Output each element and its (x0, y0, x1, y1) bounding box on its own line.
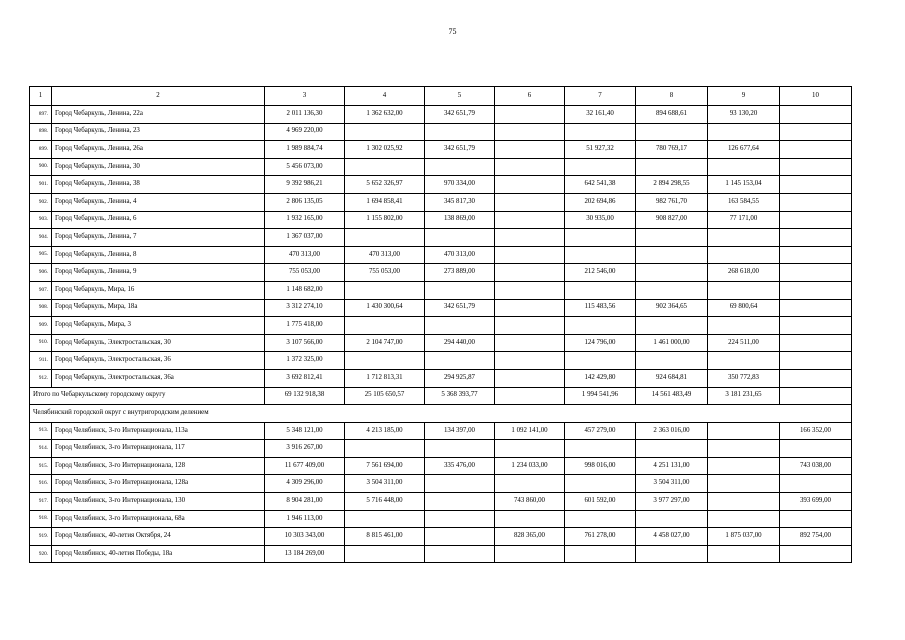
amount-cell (708, 281, 780, 299)
amount-cell (780, 545, 852, 563)
amount-cell: 1 932 165,00 (265, 211, 345, 229)
amount-cell (345, 158, 425, 176)
column-header: 7 (565, 87, 636, 106)
amount-cell (495, 176, 565, 194)
amount-cell: 4 458 027,00 (636, 528, 708, 546)
amount-cell: 1 302 025,92 (345, 141, 425, 159)
row-number: 912. (30, 369, 52, 387)
amount-cell: 1 694 858,41 (345, 193, 425, 211)
row-number: 900. (30, 158, 52, 176)
amount-cell: 5 456 073,00 (265, 158, 345, 176)
amount-cell (425, 281, 495, 299)
amount-cell (780, 440, 852, 458)
amount-cell (495, 369, 565, 387)
amount-cell: 1 989 884,74 (265, 141, 345, 159)
address-cell: Город Чебаркуль, Электростальская, 30 (52, 334, 265, 352)
amount-cell (636, 123, 708, 141)
amount-cell: 268 618,00 (708, 264, 780, 282)
amount-cell: 4 251 131,00 (636, 457, 708, 475)
amount-cell: 10 303 343,00 (265, 528, 345, 546)
total-cell: 69 132 918,38 (265, 387, 345, 405)
table-body (30, 87, 852, 563)
amount-cell (780, 211, 852, 229)
amount-cell: 3 504 311,00 (345, 475, 425, 493)
amount-cell: 342 651,79 (425, 106, 495, 124)
amount-cell: 13 184 269,00 (265, 545, 345, 563)
amount-cell: 1 712 813,31 (345, 369, 425, 387)
amount-cell: 134 397,00 (425, 422, 495, 440)
amount-cell (495, 352, 565, 370)
address-cell: Город Чебаркуль, Электростальская, 36а (52, 369, 265, 387)
table-row (30, 475, 852, 493)
address-cell: Город Чебаркуль, Ленина, 26а (52, 141, 265, 159)
amount-cell (780, 475, 852, 493)
column-header-row (30, 87, 852, 106)
row-number: 909. (30, 317, 52, 335)
column-header: 3 (265, 87, 345, 106)
amount-cell: 4 969 220,00 (265, 123, 345, 141)
amount-cell (708, 440, 780, 458)
amount-cell (636, 264, 708, 282)
amount-cell: 124 796,00 (565, 334, 636, 352)
total-row (30, 387, 852, 405)
amount-cell (495, 106, 565, 124)
amount-cell: 998 016,00 (565, 457, 636, 475)
address-cell: Город Чебаркуль, Ленина, 7 (52, 229, 265, 247)
amount-cell (708, 457, 780, 475)
table-row (30, 334, 852, 352)
table-row (30, 264, 852, 282)
amount-cell (495, 264, 565, 282)
amount-cell (345, 317, 425, 335)
address-cell: Город Чебаркуль, Ленина, 30 (52, 158, 265, 176)
address-cell: Город Чебаркуль, Ленина, 38 (52, 176, 265, 194)
amount-cell (565, 475, 636, 493)
row-number: 907. (30, 281, 52, 299)
amount-cell (780, 299, 852, 317)
amount-cell (495, 545, 565, 563)
total-label: Итого по Чебаркульскому городскому округу (30, 387, 265, 405)
amount-cell: 470 313,00 (265, 246, 345, 264)
amount-cell (708, 545, 780, 563)
table-row (30, 545, 852, 563)
amount-cell: 470 313,00 (425, 246, 495, 264)
amount-cell (495, 334, 565, 352)
address-cell: Город Чебаркуль, Ленина, 9 (52, 264, 265, 282)
column-header: 5 (425, 87, 495, 106)
amount-cell: 3 692 812,41 (265, 369, 345, 387)
address-cell: Город Чебаркуль, Мира, 3 (52, 317, 265, 335)
address-cell: Город Челябинск, 3-го Интернационала, 113а (52, 422, 265, 440)
amount-cell (636, 510, 708, 528)
amount-cell: 8 904 281,00 (265, 493, 345, 511)
amount-cell (425, 317, 495, 335)
amount-cell: 4 213 185,00 (345, 422, 425, 440)
row-number: 898. (30, 123, 52, 141)
table-row (30, 158, 852, 176)
row-number: 897. (30, 106, 52, 124)
address-cell: Город Чебаркуль, Ленина, 8 (52, 246, 265, 264)
row-number: 906. (30, 264, 52, 282)
amount-cell: 11 677 409,00 (265, 457, 345, 475)
amount-cell: 2 104 747,00 (345, 334, 425, 352)
row-number: 903. (30, 211, 52, 229)
amount-cell: 8 815 461,00 (345, 528, 425, 546)
amount-cell (425, 440, 495, 458)
amount-cell: 51 927,32 (565, 141, 636, 159)
table-row (30, 281, 852, 299)
amount-cell (780, 141, 852, 159)
amount-cell: 3 977 297,00 (636, 493, 708, 511)
amount-cell: 828 365,00 (495, 528, 565, 546)
amount-cell (345, 352, 425, 370)
table-row (30, 123, 852, 141)
address-cell: Город Чебаркуль, Мира, 16 (52, 281, 265, 299)
total-cell (780, 387, 852, 405)
row-number: 911. (30, 352, 52, 370)
amount-cell: 3 916 267,00 (265, 440, 345, 458)
amount-cell: 126 677,64 (708, 141, 780, 159)
amount-cell (565, 158, 636, 176)
table-row (30, 106, 852, 124)
amount-cell: 138 869,00 (425, 211, 495, 229)
address-cell: Город Чебаркуль, Ленина, 22а (52, 106, 265, 124)
amount-cell (636, 317, 708, 335)
amount-cell (425, 475, 495, 493)
table-row (30, 457, 852, 475)
amount-cell: 163 584,55 (708, 193, 780, 211)
row-number: 915. (30, 457, 52, 475)
address-cell: Город Челябинск, 40-летия Победы, 18а (52, 545, 265, 563)
amount-cell: 457 279,00 (565, 422, 636, 440)
amount-cell (708, 352, 780, 370)
amount-cell: 894 688,61 (636, 106, 708, 124)
row-number: 914. (30, 440, 52, 458)
table-row (30, 141, 852, 159)
address-cell: Город Челябинск, 3-го Интернационала, 128 (52, 457, 265, 475)
total-cell: 14 561 483,49 (636, 387, 708, 405)
address-cell: Город Челябинск, 3-го Интернационала, 117 (52, 440, 265, 458)
amount-cell (425, 352, 495, 370)
amount-cell (780, 106, 852, 124)
amount-cell: 342 651,79 (425, 141, 495, 159)
amount-cell (425, 229, 495, 247)
row-number: 910. (30, 334, 52, 352)
total-cell: 1 994 541,96 (565, 387, 636, 405)
amount-cell (780, 229, 852, 247)
amount-cell (345, 440, 425, 458)
amount-cell (708, 229, 780, 247)
total-cell: 25 105 650,57 (345, 387, 425, 405)
row-number: 901. (30, 176, 52, 194)
amount-cell (780, 317, 852, 335)
amount-cell (780, 176, 852, 194)
table-row (30, 422, 852, 440)
row-number: 913. (30, 422, 52, 440)
amount-cell (636, 229, 708, 247)
amount-cell (708, 422, 780, 440)
amount-cell (708, 475, 780, 493)
amount-cell: 77 171,00 (708, 211, 780, 229)
table-row (30, 510, 852, 528)
amount-cell (495, 246, 565, 264)
amount-cell: 166 352,00 (780, 422, 852, 440)
amount-cell (345, 229, 425, 247)
amount-cell (495, 299, 565, 317)
amount-cell (780, 193, 852, 211)
amount-cell: 273 889,00 (425, 264, 495, 282)
amount-cell: 2 894 298,55 (636, 176, 708, 194)
amount-cell: 212 546,00 (565, 264, 636, 282)
amount-cell (780, 123, 852, 141)
amount-cell: 1 946 113,00 (265, 510, 345, 528)
amount-cell: 755 053,00 (345, 264, 425, 282)
amount-cell: 1 148 682,00 (265, 281, 345, 299)
table-row (30, 440, 852, 458)
amount-cell (425, 158, 495, 176)
section-title: Челябинский городской округ с внутригородским делением (30, 405, 852, 423)
table-row (30, 317, 852, 335)
table-row (30, 352, 852, 370)
amount-cell (636, 158, 708, 176)
section-header-row (30, 405, 852, 423)
address-cell: Город Челябинск, 40-летия Октября, 24 (52, 528, 265, 546)
amount-cell: 224 511,00 (708, 334, 780, 352)
amount-cell: 743 860,00 (495, 493, 565, 511)
amount-cell: 1 367 037,00 (265, 229, 345, 247)
column-header: 2 (52, 87, 265, 106)
amount-cell: 1 775 418,00 (265, 317, 345, 335)
amount-cell (636, 440, 708, 458)
amount-cell (425, 545, 495, 563)
amount-cell (495, 158, 565, 176)
amount-cell: 470 313,00 (345, 246, 425, 264)
address-cell: Город Чебаркуль, Электростальская, 36 (52, 352, 265, 370)
address-cell: Город Чебаркуль, Ленина, 4 (52, 193, 265, 211)
amount-cell: 7 561 694,00 (345, 457, 425, 475)
amount-cell: 780 769,17 (636, 141, 708, 159)
amount-cell: 2 011 136,30 (265, 106, 345, 124)
amount-cell (495, 123, 565, 141)
address-cell: Город Чебаркуль, Мира, 18а (52, 299, 265, 317)
amount-cell (495, 229, 565, 247)
amount-cell (708, 510, 780, 528)
table-row (30, 229, 852, 247)
amount-cell: 1 362 632,00 (345, 106, 425, 124)
amount-cell (780, 352, 852, 370)
amount-cell (495, 475, 565, 493)
amount-cell (565, 545, 636, 563)
amount-cell: 69 800,64 (708, 299, 780, 317)
column-header: 1 (30, 87, 52, 106)
amount-cell: 2 363 016,00 (636, 422, 708, 440)
amount-cell (780, 281, 852, 299)
amount-cell: 1 234 033,00 (495, 457, 565, 475)
amount-cell: 350 772,83 (708, 369, 780, 387)
amount-cell: 294 925,87 (425, 369, 495, 387)
amount-cell (780, 264, 852, 282)
amount-cell (495, 193, 565, 211)
amount-cell: 755 053,00 (265, 264, 345, 282)
table-row (30, 369, 852, 387)
amount-cell: 601 592,00 (565, 493, 636, 511)
amount-cell: 93 130,20 (708, 106, 780, 124)
amount-cell (636, 246, 708, 264)
amount-cell (565, 352, 636, 370)
address-cell: Город Челябинск, 3-го Интернационала, 68а (52, 510, 265, 528)
column-header: 4 (345, 87, 425, 106)
amount-cell: 1 372 325,00 (265, 352, 345, 370)
row-number: 904. (30, 229, 52, 247)
amount-cell (345, 545, 425, 563)
amount-cell (495, 141, 565, 159)
amount-cell (780, 334, 852, 352)
amount-cell (708, 123, 780, 141)
column-header: 9 (708, 87, 780, 106)
amount-cell (636, 352, 708, 370)
amount-cell (495, 281, 565, 299)
amount-cell (708, 246, 780, 264)
row-number: 908. (30, 299, 52, 317)
amount-cell (495, 510, 565, 528)
row-number: 916. (30, 475, 52, 493)
amount-cell: 1 430 300,64 (345, 299, 425, 317)
amount-cell: 30 935,00 (565, 211, 636, 229)
total-cell (495, 387, 565, 405)
amount-cell: 743 038,00 (780, 457, 852, 475)
amount-cell (565, 246, 636, 264)
amount-cell: 1 092 141,00 (495, 422, 565, 440)
amount-cell (495, 440, 565, 458)
amount-cell: 2 806 135,05 (265, 193, 345, 211)
amount-cell (495, 317, 565, 335)
total-cell: 5 368 393,77 (425, 387, 495, 405)
amount-cell: 5 348 121,00 (265, 422, 345, 440)
amount-cell (565, 123, 636, 141)
address-cell: Город Чебаркуль, Ленина, 23 (52, 123, 265, 141)
row-number: 905. (30, 246, 52, 264)
address-cell: Город Чебаркуль, Ленина, 6 (52, 211, 265, 229)
amount-cell: 4 309 296,00 (265, 475, 345, 493)
amount-cell: 393 699,00 (780, 493, 852, 511)
amount-cell: 970 334,00 (425, 176, 495, 194)
amount-cell (565, 317, 636, 335)
amount-cell (425, 123, 495, 141)
amount-cell (565, 440, 636, 458)
amount-cell (708, 317, 780, 335)
amount-cell: 892 754,00 (780, 528, 852, 546)
amount-cell (565, 281, 636, 299)
total-cell: 3 181 231,65 (708, 387, 780, 405)
amount-cell: 1 875 037,00 (708, 528, 780, 546)
amount-cell (780, 510, 852, 528)
row-number: 918. (30, 510, 52, 528)
row-number: 919. (30, 528, 52, 546)
amount-cell: 761 278,00 (565, 528, 636, 546)
table-row (30, 299, 852, 317)
amount-cell: 5 716 448,00 (345, 493, 425, 511)
amount-cell: 3 504 311,00 (636, 475, 708, 493)
amount-cell: 32 161,40 (565, 106, 636, 124)
amount-cell: 345 817,30 (425, 193, 495, 211)
amount-cell: 342 651,79 (425, 299, 495, 317)
amount-cell: 294 440,00 (425, 334, 495, 352)
column-header: 6 (495, 87, 565, 106)
amount-cell (345, 510, 425, 528)
amount-cell: 902 364,65 (636, 299, 708, 317)
table-row (30, 211, 852, 229)
table-row (30, 528, 852, 546)
amount-cell: 908 827,00 (636, 211, 708, 229)
amount-cell (708, 158, 780, 176)
amount-cell (425, 528, 495, 546)
column-header: 8 (636, 87, 708, 106)
column-header: 10 (780, 87, 852, 106)
amount-cell (425, 493, 495, 511)
amount-cell: 142 429,80 (565, 369, 636, 387)
amount-cell: 1 461 000,00 (636, 334, 708, 352)
amount-cell: 3 107 566,00 (265, 334, 345, 352)
amount-cell (636, 281, 708, 299)
table-row (30, 193, 852, 211)
page-number: 75 (448, 27, 457, 36)
amount-cell: 924 684,81 (636, 369, 708, 387)
amount-cell: 3 312 274,10 (265, 299, 345, 317)
row-number: 902. (30, 193, 52, 211)
amount-cell (565, 510, 636, 528)
amount-cell: 642 541,38 (565, 176, 636, 194)
amount-cell (495, 211, 565, 229)
table-row (30, 246, 852, 264)
row-number: 920. (30, 545, 52, 563)
row-number: 899. (30, 141, 52, 159)
amount-cell (708, 493, 780, 511)
amount-cell (345, 281, 425, 299)
table-row (30, 493, 852, 511)
address-cell: Город Челябинск, 3-го Интернационала, 130 (52, 493, 265, 511)
amount-cell (780, 158, 852, 176)
amount-cell (780, 369, 852, 387)
amount-cell: 202 694,86 (565, 193, 636, 211)
address-cell: Город Челябинск, 3-го Интернационала, 128а (52, 475, 265, 493)
register-table (29, 86, 852, 563)
amount-cell: 1 155 802,00 (345, 211, 425, 229)
amount-cell: 115 483,56 (565, 299, 636, 317)
amount-cell: 982 761,70 (636, 193, 708, 211)
amount-cell: 1 145 153,04 (708, 176, 780, 194)
amount-cell: 335 476,00 (425, 457, 495, 475)
amount-cell (780, 246, 852, 264)
amount-cell: 9 392 986,21 (265, 176, 345, 194)
row-number: 917. (30, 493, 52, 511)
table-row (30, 176, 852, 194)
amount-cell (345, 123, 425, 141)
amount-cell (425, 510, 495, 528)
amount-cell (636, 545, 708, 563)
amount-cell (565, 229, 636, 247)
amount-cell: 5 652 326,97 (345, 176, 425, 194)
